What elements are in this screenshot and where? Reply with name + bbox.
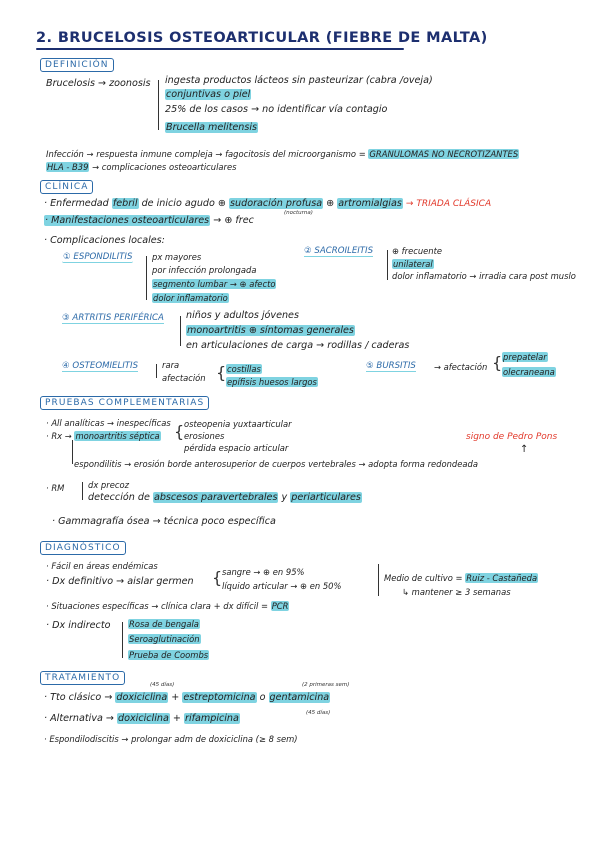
bursitis-afectacion: → afectación <box>434 362 488 372</box>
espondilodiscitis: · Espondilodiscitis → prolongar adm de doxiciclina (≥ 8 sem) <box>44 734 298 744</box>
sac-item-2: unilateral <box>393 259 433 269</box>
section-pruebas: PRUEBAS COMPLEMENTARIAS <box>40 396 209 410</box>
def-item-3: 25% de los casos → no identificar vía contagio <box>165 104 388 115</box>
ost-afectacion: afectación <box>162 373 206 383</box>
brace-bursitis: { <box>492 353 503 372</box>
art-item-3: en articulaciones de carga → rodillas / caderas <box>186 340 410 351</box>
rx-item-3: pérdida espacio articular <box>184 443 289 453</box>
dx-item-1: sangre → ⊕ en 95% <box>222 567 305 577</box>
clinica-line-1: · Enfermedad febril de inicio agudo ⊕ sudoración profusa ⊕ artromialgias → TRIADA CLÁSICA <box>44 198 492 209</box>
signo-pedro-pons: signo de Pedro Pons <box>466 432 558 442</box>
ost-item-2: epífisis huesos largos <box>227 377 317 387</box>
bracket-medio <box>378 564 379 596</box>
gammagrafia-line: · Gammagrafía ósea → técnica poco específica <box>52 516 276 527</box>
infeccion-line-1: Infección → respuesta inmune compleja → fagocitosis del microorganismo = GRANULOMAS NO NECROTIZANTES <box>46 149 519 159</box>
dias45b-note: (45 días) <box>306 710 331 716</box>
art-item-2: monoartritis ⊕ síntomas generales <box>187 325 354 336</box>
section-tratamiento: TRATAMIENTO <box>40 671 125 685</box>
ost-item-1: costillas <box>227 364 261 374</box>
infeccion-line-2: HLA - B39 → complicaciones osteoarticulares <box>47 162 237 172</box>
bur-item-1: prepatelar <box>503 352 547 362</box>
bracket-dx-indirecto <box>122 622 123 658</box>
rm-label: · RM <box>46 483 65 493</box>
bracket-espondilitis-rx <box>72 440 73 464</box>
def-item-2: conjuntivas o piel <box>166 89 251 100</box>
semanas2-note: (2 primeras sem) <box>302 682 350 688</box>
title-underline <box>36 48 404 50</box>
nocturna-note: (nocturna) <box>284 210 313 216</box>
facil-line: · Fácil en áreas endémicas <box>46 561 158 571</box>
section-clinica: CLÍNICA <box>40 180 93 194</box>
bracket-espondilitis <box>146 256 147 300</box>
ind-item-1: Rosa de bengala <box>129 619 199 629</box>
esp-item-2: por infección prolongada <box>152 265 257 275</box>
bursitis-label: ⑤ BURSITIS <box>366 361 416 371</box>
bracket-artritis <box>180 316 181 346</box>
espondilitis-rx-line: espondilitis → erosión borde anterosuperior de cuerpos vertebrales → adopta forma redondeada <box>74 459 478 469</box>
clinica-line-2: · Manifestaciones osteoarticulares → ⊕ frec <box>45 215 254 226</box>
sac-item-1: ⊕ frecuente <box>392 246 443 256</box>
dx-definitivo: · Dx definitivo → aislar germen <box>46 576 194 587</box>
osteomielitis-label: ④ OSTEOMIELITIS <box>62 361 139 371</box>
brucelosis-text: Brucelosis → zoonosis <box>46 78 151 89</box>
section-diagnostico: DIAGNÓSTICO <box>40 541 126 555</box>
alternativa: · Alternativa → doxiciclina + rifampicina <box>44 713 239 724</box>
medio-cultivo: Medio de cultivo = Ruiz - Castañeda <box>384 573 538 583</box>
rx-item-1: osteopenia yuxtaarticular <box>184 419 292 429</box>
section-definicion: DEFINICIÓN <box>40 58 114 72</box>
rm-item-2: detección de abscesos paravertebrales y periarticulares <box>88 492 361 503</box>
tto-clasico: · Tto clásico → doxiciclina + estreptomicina o gentamicina <box>44 692 330 703</box>
arrow-up-icon: ↑ <box>520 444 529 455</box>
artritis-label: ③ ARTRITIS PERIFÉRICA <box>62 313 164 323</box>
analiticas-line: · All analíticas → inespecíficas <box>46 418 171 428</box>
rx-label: · Rx → monoartritis séptica <box>46 431 160 441</box>
def-item-1: ingesta productos lácteos sin pasteurizar (cabra /oveja) <box>165 75 433 86</box>
dx-item-2: líquido articular → ⊕ en 50% <box>222 581 342 591</box>
rx-item-2: erosiones <box>184 431 225 441</box>
ost-rara: rara <box>162 360 180 370</box>
bracket-sacroileitis <box>387 250 388 280</box>
espondilitis-label: ① ESPONDILITIS <box>63 252 133 262</box>
def-item-4: Brucella melitensis <box>166 122 258 133</box>
complicaciones-locales: · Complicaciones locales: <box>44 235 165 246</box>
rm-item-1: dx precoz <box>88 480 129 490</box>
mantener-line: ↳ mantener ≥ 3 semanas <box>402 587 511 597</box>
art-item-1: niños y adultos jóvenes <box>186 310 299 321</box>
ind-item-2: Seroaglutinación <box>129 634 200 644</box>
brace-osteomielitis: { <box>216 363 227 382</box>
situaciones-line: · Situaciones específicas → clínica clara + dx difícil = PCR <box>46 601 289 611</box>
sac-item-3: dolor inflamatorio → irradia cara post muslo <box>392 271 576 281</box>
esp-item-4: dolor inflamatorio <box>153 293 228 303</box>
bracket-osteomielitis <box>156 364 157 378</box>
sacroileitis-label: ② SACROILEITIS <box>304 246 374 256</box>
bur-item-2: olecraneana <box>503 367 555 377</box>
ind-item-3: Prueba de Coombs <box>129 650 209 660</box>
brace-dx: { <box>212 568 223 587</box>
esp-item-1: px mayores <box>152 252 202 262</box>
dx-indirecto: · Dx indirecto <box>46 620 111 631</box>
bracket-rm <box>82 482 83 500</box>
page-title: 2. BRUCELOSIS OSTEOARTICULAR (FIEBRE DE MALTA) <box>36 30 488 46</box>
dias45-note: (45 días) <box>150 682 175 688</box>
bracket-definicion <box>158 80 159 130</box>
esp-item-3: segmento lumbar → ⊕ afecto <box>153 279 276 289</box>
brace-rx: { <box>174 422 185 441</box>
